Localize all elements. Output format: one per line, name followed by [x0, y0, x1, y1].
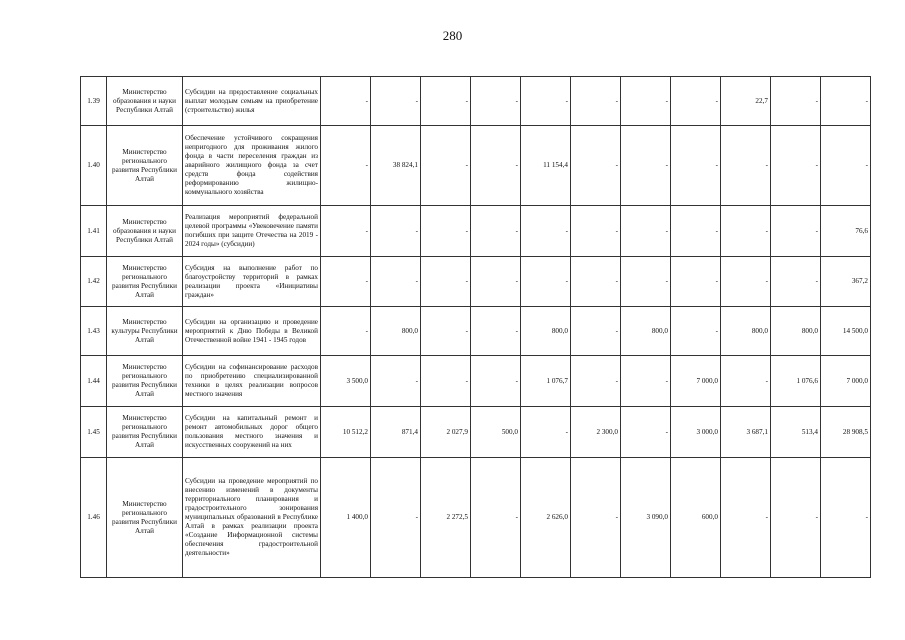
row-value: - — [671, 307, 721, 356]
row-value: 3 000,0 — [671, 407, 721, 458]
row-value: - — [721, 206, 771, 257]
row-value: 600,0 — [671, 458, 721, 578]
row-number: 1.42 — [81, 257, 107, 307]
row-value: - — [321, 77, 371, 126]
row-value: 367,2 — [821, 257, 871, 307]
row-description: Субсидии на капитальный ремонт и ремонт автомобильных дорог общего пользования местного значения и искусственных сооружений на них — [183, 407, 321, 458]
page-number: 280 — [442, 28, 463, 43]
row-value: - — [671, 206, 721, 257]
row-value: - — [821, 458, 871, 578]
row-value: - — [421, 307, 471, 356]
row-value: - — [771, 126, 821, 206]
row-ministry: Министерство регионального развития Республики Алтай — [107, 458, 183, 578]
row-value: - — [321, 206, 371, 257]
row-value: - — [471, 458, 521, 578]
row-value: - — [321, 126, 371, 206]
row-description: Субсидии на софинансирование расходов по приобретению специализированной техники в целях реализации вопросов местного значения — [183, 356, 321, 407]
row-value: - — [421, 77, 471, 126]
row-value: - — [471, 356, 521, 407]
row-value: - — [721, 458, 771, 578]
row-value: - — [521, 257, 571, 307]
row-value: 1 400,0 — [321, 458, 371, 578]
row-value: - — [621, 77, 671, 126]
row-description: Обеспечение устойчивого сокращения непригодного для проживания жилого фонда в части переселения граждан из аварийного жилищного фонда за счет средств фонда содействия реформированию жилищно-коммунального хозяйства — [183, 126, 321, 206]
row-value: - — [321, 307, 371, 356]
row-value: - — [421, 257, 471, 307]
table-row — [81, 307, 871, 356]
row-value: - — [671, 77, 721, 126]
table-row — [81, 77, 871, 126]
row-value: - — [371, 257, 421, 307]
row-value: - — [721, 257, 771, 307]
table-row — [81, 458, 871, 578]
row-value: 2 272,5 — [421, 458, 471, 578]
row-value: - — [771, 77, 821, 126]
row-description: Субсидии на организацию и проведение мероприятий к Дню Победы в Великой Отечественной войне 1941 - 1945 годов — [183, 307, 321, 356]
row-value: 11 154,4 — [521, 126, 571, 206]
row-ministry: Министерство образования и науки Республики Алтай — [107, 206, 183, 257]
row-ministry: Министерство регионального развития Республики Алтай — [107, 257, 183, 307]
row-value: 2 626,0 — [521, 458, 571, 578]
row-value: - — [421, 206, 471, 257]
row-value: - — [621, 206, 671, 257]
row-value: - — [571, 356, 621, 407]
row-value: 76,6 — [821, 206, 871, 257]
row-number: 1.44 — [81, 356, 107, 407]
row-value: 3 500,0 — [321, 356, 371, 407]
row-value: 3 687,1 — [721, 407, 771, 458]
row-number: 1.45 — [81, 407, 107, 458]
table-row — [81, 126, 871, 206]
row-value: - — [471, 206, 521, 257]
row-value: - — [371, 77, 421, 126]
row-value: - — [371, 458, 421, 578]
row-ministry: Министерство регионального развития Республики Алтай — [107, 407, 183, 458]
row-value: - — [521, 77, 571, 126]
table-row — [81, 356, 871, 407]
row-ministry: Министерство образования и науки Республики Алтай — [107, 77, 183, 126]
row-value: 800,0 — [621, 307, 671, 356]
row-value: 14 500,0 — [821, 307, 871, 356]
row-ministry: Министерство регионального развития Республики Алтай — [107, 126, 183, 206]
row-value: 3 090,0 — [621, 458, 671, 578]
subsidy-table — [80, 76, 871, 578]
row-ministry: Министерство культуры Республики Алтай — [107, 307, 183, 356]
row-value: - — [321, 257, 371, 307]
row-number: 1.46 — [81, 458, 107, 578]
row-value: - — [771, 458, 821, 578]
row-value: 800,0 — [521, 307, 571, 356]
row-value: 500,0 — [471, 407, 521, 458]
row-value: - — [821, 77, 871, 126]
row-value: 38 824,1 — [371, 126, 421, 206]
row-value: 10 512,2 — [321, 407, 371, 458]
row-value: - — [721, 126, 771, 206]
row-value: - — [571, 458, 621, 578]
row-description: Субсидии на предоставление социальных выплат молодым семьям на приобретение (строительство) жилья — [183, 77, 321, 126]
row-value: 7 000,0 — [671, 356, 721, 407]
row-value: 871,4 — [371, 407, 421, 458]
row-value: - — [671, 257, 721, 307]
row-value: - — [471, 307, 521, 356]
row-value: - — [371, 356, 421, 407]
row-number: 1.43 — [81, 307, 107, 356]
row-value: - — [771, 206, 821, 257]
row-description: Реализация мероприятий федеральной целевой программы «Увековечение памяти погибших при защите Отечества на 2019 - 2024 годы» (субсидии) — [183, 206, 321, 257]
row-number: 1.41 — [81, 206, 107, 257]
row-value: - — [671, 126, 721, 206]
row-description: Субсидии на проведение мероприятий по внесению изменений в документы территориального планирования и градостроительного зонирования муниципальных образований в Республике Алтай в рамках реализации проекта «Создание Информационной системы обеспечения градостроительной деятельности» — [183, 458, 321, 578]
row-value: 2 027,9 — [421, 407, 471, 458]
row-value: 1 076,7 — [521, 356, 571, 407]
row-value: - — [621, 126, 671, 206]
row-value: 22,7 — [721, 77, 771, 126]
row-value: 28 908,5 — [821, 407, 871, 458]
row-value: - — [421, 356, 471, 407]
row-ministry: Министерство регионального развития Республики Алтай — [107, 356, 183, 407]
row-value: - — [621, 356, 671, 407]
row-value: - — [471, 77, 521, 126]
row-value: - — [771, 257, 821, 307]
row-description: Субсидия на выполнение работ по благоустройству территорий в рамках реализации проекта «Инициативы граждан» — [183, 257, 321, 307]
table-row — [81, 206, 871, 257]
row-value: 800,0 — [771, 307, 821, 356]
row-value: 1 076,6 — [771, 356, 821, 407]
row-number: 1.39 — [81, 77, 107, 126]
row-value: - — [471, 126, 521, 206]
row-value: - — [821, 126, 871, 206]
row-value: - — [521, 206, 571, 257]
row-value: - — [571, 257, 621, 307]
row-value: - — [571, 206, 621, 257]
row-value: - — [721, 356, 771, 407]
row-value: 513,4 — [771, 407, 821, 458]
row-value: - — [571, 126, 621, 206]
row-value: - — [571, 307, 621, 356]
row-value: - — [621, 407, 671, 458]
row-value: 800,0 — [371, 307, 421, 356]
row-value: - — [521, 407, 571, 458]
table-row — [81, 407, 871, 458]
row-value: 7 000,0 — [821, 356, 871, 407]
row-value: 800,0 — [721, 307, 771, 356]
row-value: - — [621, 257, 671, 307]
row-value: 2 300,0 — [571, 407, 621, 458]
row-value: - — [421, 126, 471, 206]
row-value: - — [571, 77, 621, 126]
row-value: - — [471, 257, 521, 307]
row-value: - — [371, 206, 421, 257]
row-number: 1.40 — [81, 126, 107, 206]
table-row — [81, 257, 871, 307]
